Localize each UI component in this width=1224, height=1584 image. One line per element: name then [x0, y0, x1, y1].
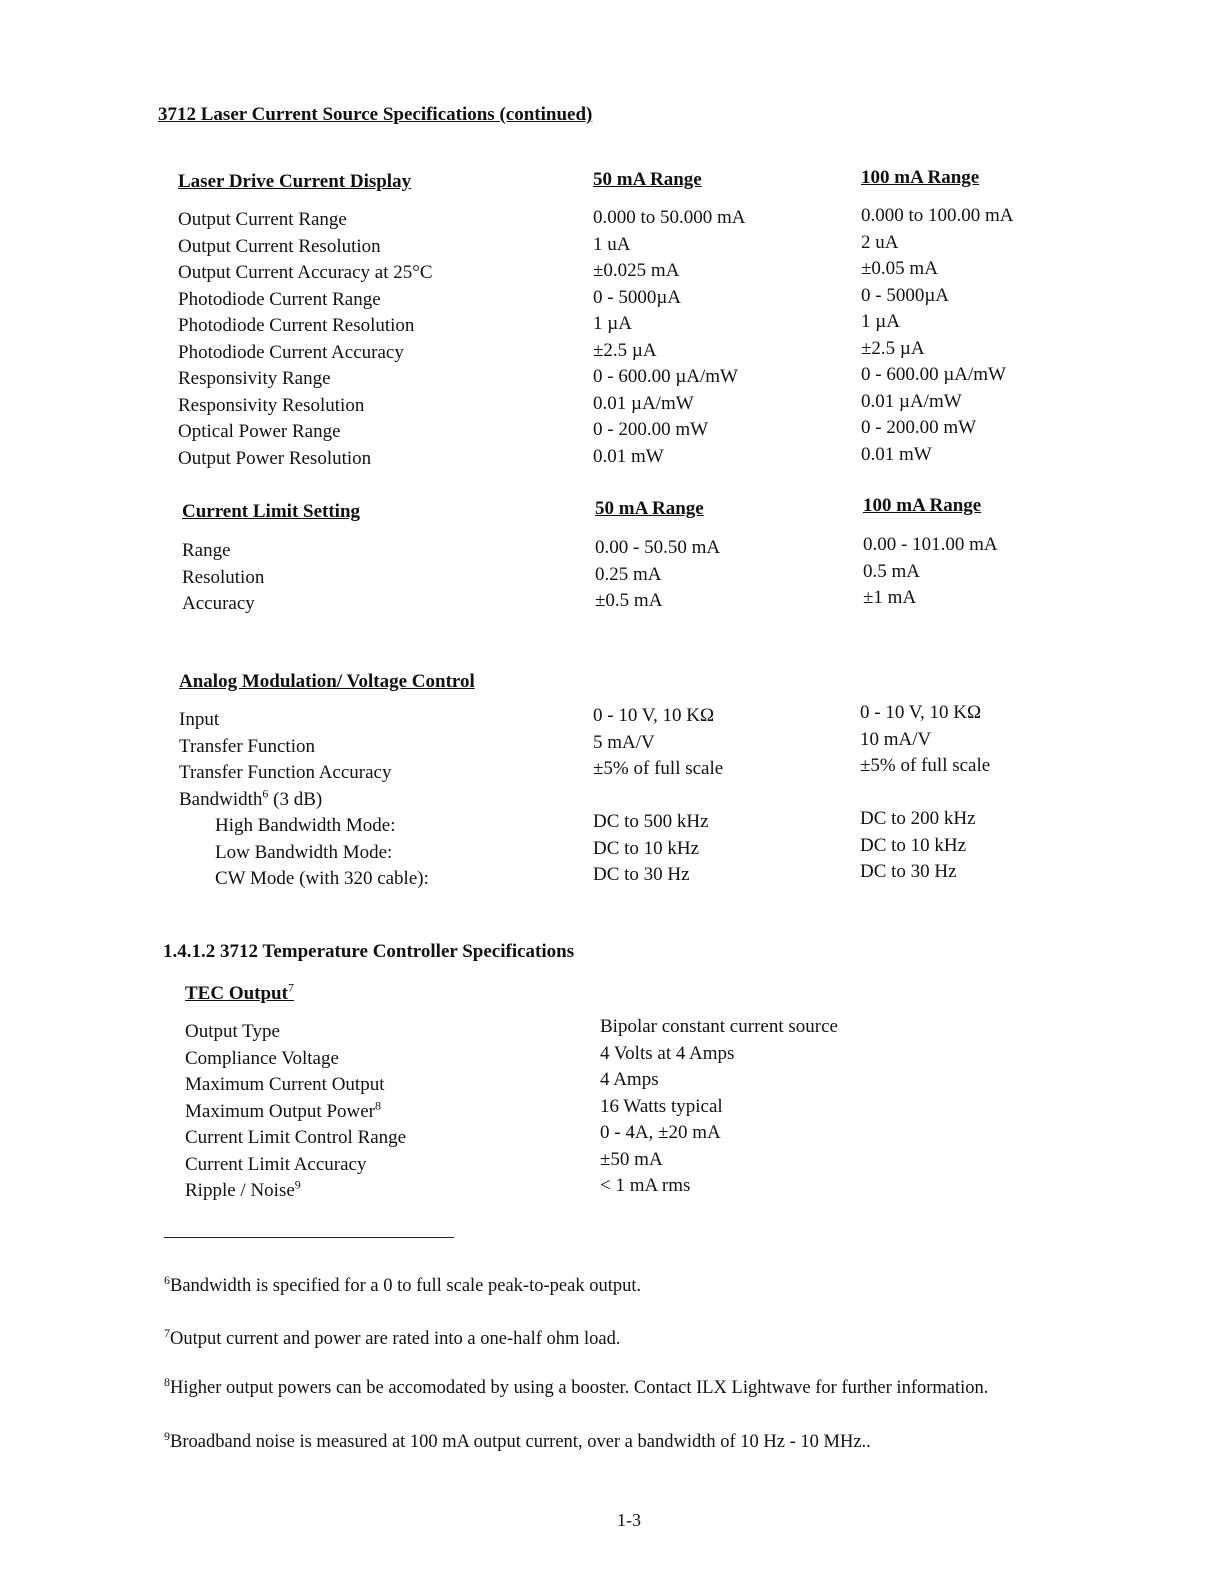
spec-value: 0 - 4A, ±20 mA [600, 1122, 721, 1143]
spec-label: Photodiode Current Range [178, 288, 381, 310]
spec-value: 0.000 to 50.000 mA [593, 207, 746, 228]
laser-drive-heading: Laser Drive Current Display [178, 171, 412, 192]
bandwidth-label: Bandwidth$^6$ (3 dB) [179, 786, 323, 810]
footnote-9: $^9$Broadband noise is measured at 100 mA output current, over a bandwidth of 10 Hz - 10 MHz.. [164, 1428, 871, 1452]
spec-value: 0 - 200.00 mW [861, 417, 977, 438]
analog-mod-heading: Analog Modulation/ Voltage Control [179, 671, 475, 692]
spec-value: 0 - 10 V, 10 KΩ [593, 705, 715, 726]
spec-value: DC to 30 Hz [860, 861, 957, 882]
spec-value: 0.25 mA [595, 563, 662, 585]
spec-value: 4 Amps [600, 1069, 659, 1090]
spec-value: DC to 30 Hz [593, 864, 690, 885]
spec-value: ±2.5 µA [861, 337, 925, 359]
temp-controller-heading: 1.4.1.2 3712 Temperature Controller Specifications [163, 941, 575, 962]
spec-value: ±5% of full scale [593, 758, 724, 779]
footnote-6: $^6$Bandwidth is specified for a 0 to full scale peak-to-peak output. [164, 1272, 642, 1296]
spec-value: 0.00 - 50.50 mA [595, 537, 721, 558]
footnote-divider [164, 1237, 454, 1238]
spec-value: 0.5 mA [863, 560, 920, 582]
spec-label: Responsivity Resolution [178, 394, 365, 416]
spec-value: ±1 mA [863, 587, 917, 608]
footnote-7: $^7$Output current and power are rated into a one-half ohm load. [164, 1325, 621, 1349]
analog-mod-100ma-values [860, 700, 990, 886]
spec-value: 0 - 10 V, 10 KΩ [860, 702, 982, 723]
spec-value: 0.00 - 101.00 mA [863, 534, 998, 555]
laser-drive-50ma-values [593, 205, 746, 470]
current-limit-heading: Current Limit Setting [182, 501, 361, 522]
spec-value: ±5% of full scale [860, 755, 991, 776]
spec-value: 0.01 mW [861, 443, 932, 465]
spec-value: 0.000 to 100.00 mA [861, 205, 1014, 226]
spec-label: Current Limit Accuracy [185, 1153, 367, 1175]
spec-value: 2 uA [861, 231, 899, 253]
spec-value: ±50 mA [600, 1148, 663, 1170]
spec-label: Output Power Resolution [178, 447, 372, 469]
current-limit-labels [182, 538, 264, 618]
page-number: 1-3 [617, 1510, 641, 1530]
laser-drive-labels [178, 207, 433, 472]
spec-value: 4 Volts at 4 Amps [600, 1042, 735, 1064]
spec-label: CW Mode (with 320 cable): [215, 868, 429, 889]
spec-value: ±2.5 µA [593, 339, 657, 361]
spec-label: High Bandwidth Mode: [215, 815, 396, 836]
spec-value: 0 - 5000µA [593, 286, 681, 308]
laser-drive-100ma-values [861, 203, 1014, 468]
spec-value: 10 mA/V [860, 728, 932, 750]
spec-value: 0.01 mW [593, 445, 664, 467]
spec-value: DC to 200 kHz [860, 808, 976, 829]
spec-value: DC to 500 kHz [593, 811, 709, 832]
spec-value: 0 - 200.00 mW [593, 419, 709, 440]
spec-value: DC to 10 kHz [860, 834, 967, 856]
spec-value: 0 - 5000µA [861, 284, 949, 306]
spec-label: Responsivity Range [178, 368, 331, 389]
spec-label: Output Current Range [178, 209, 347, 230]
spec-label: Output Type [185, 1021, 280, 1042]
spec-value: 16 Watts typical [600, 1095, 723, 1117]
tec-labels [185, 1019, 406, 1205]
laser-drive-50ma-heading: 50 mA Range [593, 169, 702, 190]
analog-mod-labels [179, 707, 429, 893]
current-limit-50ma-values [595, 535, 720, 615]
spec-label: Output Current Accuracy at 25°C [178, 262, 433, 283]
spec-value: 0.01 µA/mW [593, 392, 694, 414]
tec-output-heading: TEC Output$^7$ [185, 980, 294, 1004]
spec-label: Input [179, 709, 220, 730]
spec-label: Output Current Resolution [178, 235, 381, 257]
spec-value: Bipolar constant current source [600, 1016, 838, 1037]
spec-label: Current Limit Control Range [185, 1127, 407, 1148]
spec-label: Compliance Voltage [185, 1047, 339, 1069]
footnote-8: $^8$Higher output powers can be accomodated by using a booster. Contact ILX Lightwave for further information. [164, 1374, 989, 1398]
spec-label: Optical Power Range [178, 421, 341, 442]
current-limit-100ma-heading: 100 mA Range [863, 495, 982, 516]
spec-value: 1 µA [861, 311, 900, 332]
spec-label: Accuracy [182, 593, 255, 614]
page-title: 3712 Laser Current Source Specifications (continued) [158, 104, 593, 125]
spec-value: ±0.5 mA [595, 590, 663, 611]
spec-value: 5 mA/V [593, 731, 655, 753]
tec-values [600, 1014, 838, 1200]
spec-label: Photodiode Current Accuracy [178, 341, 404, 363]
spec-value: 0.01 µA/mW [861, 390, 962, 412]
spec-label: Range [182, 540, 231, 561]
spec-label: Ripple / Noise$^9$ [185, 1177, 301, 1201]
current-limit-50ma-heading: 50 mA Range [595, 498, 704, 519]
spec-value: DC to 10 kHz [593, 837, 700, 859]
spec-label: Maximum Current Output [185, 1074, 385, 1095]
spec-value: 0 - 600.00 µA/mW [593, 366, 738, 387]
spec-value: 0 - 600.00 µA/mW [861, 364, 1006, 385]
laser-drive-100ma-heading: 100 mA Range [861, 167, 980, 188]
spec-label: Low Bandwidth Mode: [215, 841, 393, 863]
spec-value: ±0.025 mA [593, 260, 680, 281]
spec-label: Photodiode Current Resolution [178, 315, 415, 336]
spec-value: ±0.05 mA [861, 258, 938, 279]
spec-label: Transfer Function Accuracy [179, 762, 392, 783]
spec-label: Maximum Output Power$^8$ [185, 1098, 381, 1122]
analog-mod-50ma-values [593, 703, 723, 889]
current-limit-100ma-values [863, 532, 998, 612]
spec-label: Transfer Function [179, 735, 315, 757]
spec-value: 1 uA [593, 233, 631, 255]
spec-label: Resolution [182, 566, 265, 588]
spec-value: 1 µA [593, 313, 632, 334]
spec-value: < 1 mA rms [600, 1175, 691, 1196]
